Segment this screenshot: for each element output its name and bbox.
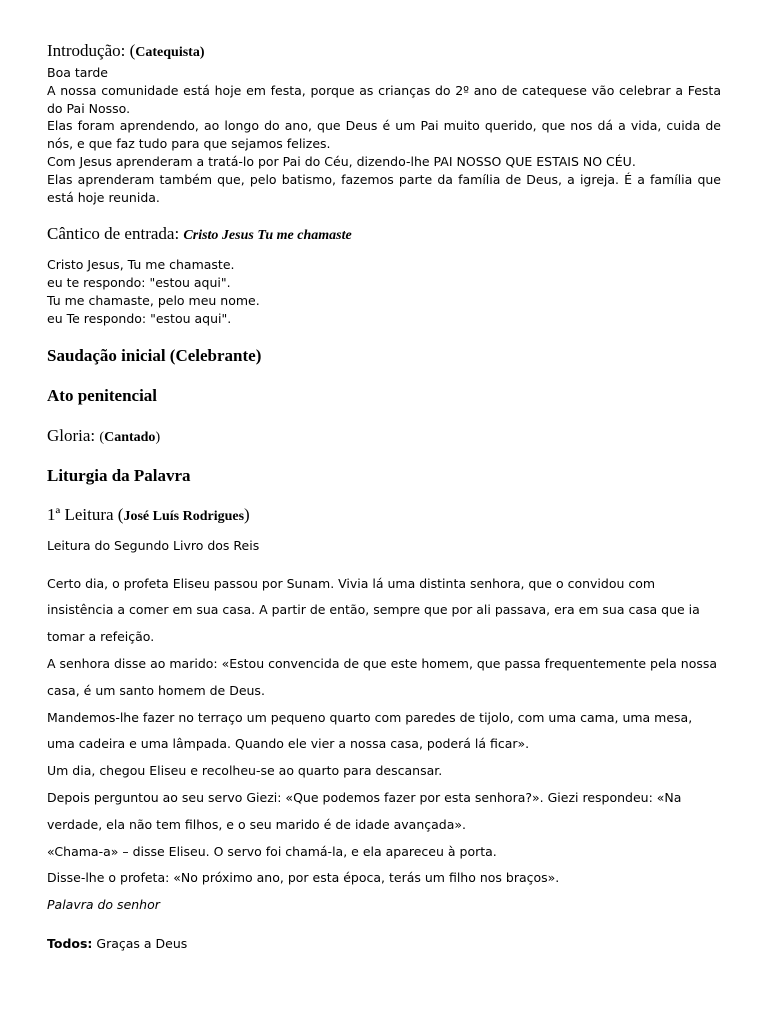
gloria-note-text: Cantado [104,429,156,445]
document-content [47,40,721,953]
congregation-response [47,935,721,953]
lyric-line: Tu me chamaste, pelo meu nome. [47,292,260,308]
lyric-line: eu Te respondo: "estou aqui". [47,310,232,326]
gloria-label: Gloria: [47,425,96,445]
intro-paragraph: Com Jesus aprenderam a tratá-lo por Pai do Céu, dizendo-lhe PAI NOSSO QUE ESTAIS NO CÉU. [47,153,636,169]
reader-paren-close: ) [244,504,250,524]
intro-paragraph: A nossa comunidade está hoje em festa, porque as crianças do 2º ano de catequese vão celebrar a Festa do Pai Nosso. [47,82,721,116]
reading-line: «Chama-a» – disse Eliseu. O servo foi chamá-la, e ela apareceu à porta. [47,843,497,859]
reader-name: José Luís Rodrigues [123,508,245,524]
first-reading-reader [118,505,250,524]
first-reading-label: 1ª Leitura [47,504,114,524]
response-text: Graças a Deus [92,935,188,951]
entrance-song-title: Cristo Jesus Tu me chamaste [183,228,352,244]
intro-heading-label: Introdução: [47,41,126,60]
gloria-paren-close: ) [155,429,161,445]
penitential-heading: Ato penitencial [47,385,158,405]
entrance-song-lyrics [47,256,721,327]
reader-paren-open: ( [117,504,124,524]
first-reading-text [47,571,721,919]
intro-paren-open: ( [129,41,136,60]
lyric-line: eu te respondo: "estou aqui". [47,275,231,291]
intro-paragraph: Elas foram aprendendo, ao longo do ano, que Deus é um Pai muito querido, que nos dá a vida, cuida de nós, e que faz tudo para que sejamos felizes. [47,118,721,152]
intro-heading-role [129,41,205,60]
intro-heading [47,40,721,64]
intro-line: Boa tarde [47,65,108,80]
reading-line: Certo dia, o profeta Eliseu passou por Sunam. Vivia lá uma distinta senhora, que o convidou com [47,575,656,591]
liturgy-heading: Liturgia da Palavra [47,465,191,485]
gloria-paren-open: ( [99,429,105,445]
intro-role-text: Catequista) [135,45,205,60]
gloria-note [99,430,160,445]
reading-line: Mandemos-lhe fazer no terraço um pequeno quarto com paredes de tijolo, com uma cama, uma mesa, [47,709,693,725]
reading-line: Disse-lhe o profeta: «No próximo ano, por esta época, terás um filho nos braços». [47,870,560,886]
first-reading-book: Leitura do Segundo Livro dos Reis [47,537,260,553]
first-reading-heading [47,503,721,529]
reading-line: Um dia, chegou Eliseu e recolheu-se ao quarto para descansar. [47,763,443,779]
intro-text [47,64,721,206]
response-label: Todos: [47,935,93,951]
entrance-song-label: Cântico de entrada: [47,224,180,244]
reading-line: uma cadeira e uma lâmpada. Quando ele vier a nossa casa, poderá lá ficar». [47,736,530,752]
reading-line: Depois perguntou ao seu servo Giezi: «Que podemos fazer por esta senhora?». Giezi respondeu: «Na [47,789,682,805]
entrance-song-heading [47,222,721,248]
lyric-line: Cristo Jesus, Tu me chamaste. [47,257,235,273]
reading-closing: Palavra do senhor [47,897,160,913]
reading-line: A senhora disse ao marido: «Estou convencida de que este homem, que passa frequentemente pela nossa [47,655,718,671]
reading-line: tomar a refeição. [47,629,155,645]
gloria-heading [47,424,721,450]
reading-line: verdade, ela não tem filhos, e o seu marido é de idade avançada». [47,816,466,832]
intro-paragraph: Elas aprenderam também que, pelo batismo, fazemos parte da família de Deus, a igreja. É a família que está hoje reunida. [47,171,721,205]
reading-line: casa, é um santo homem de Deus. [47,682,265,698]
reading-line: insistência a comer em sua casa. A partir de então, sempre que por ali passava, era em sua casa que ia [47,602,700,618]
greeting-heading: Saudação inicial (Celebrante) [47,345,262,365]
